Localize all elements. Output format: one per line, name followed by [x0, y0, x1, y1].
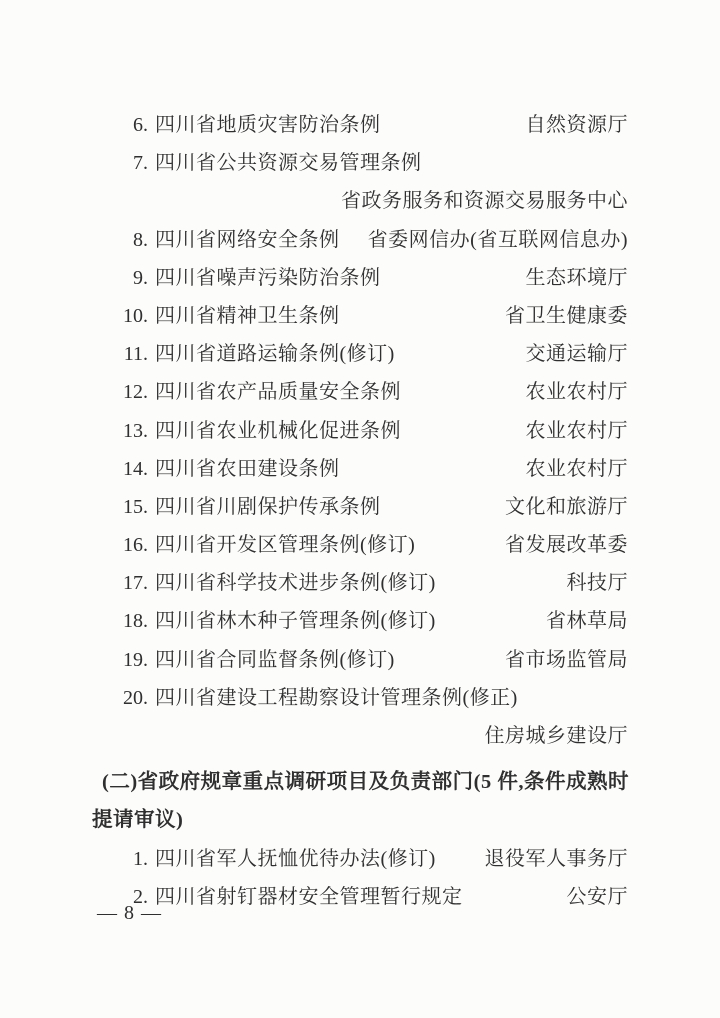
list-item — [92, 144, 628, 182]
list-item — [92, 840, 628, 878]
item-lead — [92, 840, 436, 878]
item-lead — [92, 679, 518, 717]
page-content — [92, 106, 628, 916]
item-title: 四川省军人抚恤优待办法(修订) — [155, 847, 436, 870]
list-item — [92, 221, 628, 259]
item-title: 四川省合同监督条例(修订) — [155, 648, 395, 671]
item-title: 四川省科学技术进步条例(修订) — [155, 572, 436, 595]
list-item-continuation — [92, 717, 628, 755]
item-number: 9. — [133, 266, 148, 289]
item-number: 18. — [123, 610, 148, 633]
list-item — [92, 335, 628, 373]
item-department: 农业农村厅 — [525, 419, 628, 442]
list-item — [92, 412, 628, 450]
item-number: 7. — [133, 152, 148, 175]
item-department: 公安厅 — [566, 885, 628, 908]
item-lead — [92, 450, 340, 488]
item-number: 14. — [123, 457, 148, 480]
item-number: 1. — [133, 847, 148, 870]
item-number: 20. — [123, 686, 148, 709]
item-lead — [92, 641, 395, 679]
list-item — [92, 641, 628, 679]
item-lead — [92, 106, 381, 144]
item-title: 四川省公共资源交易管理条例 — [155, 152, 422, 175]
legislation-list — [92, 106, 628, 755]
item-title: 四川省农产品质量安全条例 — [155, 381, 401, 404]
item-number: 13. — [123, 419, 148, 442]
list-item — [92, 679, 628, 717]
section-heading-line1: (二)省政府规章重点调研项目及负责部门(5 件,条件成熟时 — [102, 771, 629, 794]
item-lead — [92, 144, 422, 182]
item-department: 省林草局 — [546, 610, 628, 633]
item-department: 交通运输厅 — [525, 343, 628, 366]
list-item — [92, 878, 628, 916]
item-title: 四川省地质灾害防治条例 — [155, 114, 381, 136]
item-lead — [92, 602, 436, 640]
item-lead — [92, 221, 340, 259]
item-lead — [92, 412, 401, 450]
list-item-continuation — [92, 182, 628, 220]
item-department: 省发展改革委 — [505, 534, 628, 557]
item-department: 省政务服务和资源交易服务中心 — [341, 190, 628, 213]
item-department: 退役军人事务厅 — [484, 847, 628, 870]
item-department: 农业农村厅 — [525, 381, 628, 404]
item-title: 四川省道路运输条例(修订) — [155, 343, 395, 366]
list-item — [92, 450, 628, 488]
item-lead — [92, 297, 340, 335]
list-item — [92, 106, 628, 144]
list-item — [92, 602, 628, 640]
item-lead — [92, 564, 436, 602]
item-title: 四川省网络安全条例 — [155, 228, 340, 251]
item-number: 11. — [123, 343, 148, 366]
item-department: 住房城乡建设厅 — [484, 725, 628, 747]
research-project-list — [92, 840, 628, 916]
list-item — [92, 297, 628, 335]
list-item — [92, 373, 628, 411]
item-lead — [92, 526, 415, 564]
item-title: 四川省射钉器材安全管理暂行规定 — [155, 885, 463, 908]
page-number: — 8 — — [97, 902, 162, 924]
list-item — [92, 526, 628, 564]
item-title: 四川省农业机械化促进条例 — [155, 419, 401, 442]
item-lead — [92, 259, 381, 297]
item-department: 农业农村厅 — [525, 457, 628, 480]
item-department: 省卫生健康委 — [505, 304, 628, 327]
item-number: 19. — [123, 648, 148, 671]
item-title: 四川省噪声污染防治条例 — [155, 266, 381, 289]
item-number: 12. — [123, 381, 148, 404]
item-title: 四川省开发区管理条例(修订) — [155, 534, 416, 557]
item-title: 四川省精神卫生条例 — [155, 304, 340, 327]
item-title: 四川省川剧保护传承条例 — [155, 495, 381, 518]
item-number: 10. — [123, 304, 148, 327]
item-department: 省市场监管局 — [505, 648, 628, 671]
item-lead — [92, 488, 381, 526]
item-number: 6. — [133, 114, 148, 136]
item-department: 自然资源厅 — [525, 114, 628, 136]
item-number: 15. — [123, 495, 148, 518]
item-title: 四川省建设工程勘察设计管理条例(修正) — [155, 686, 518, 709]
item-number: 17. — [123, 572, 148, 595]
item-number: 16. — [123, 534, 148, 557]
list-item — [92, 259, 628, 297]
item-title: 四川省林木种子管理条例(修订) — [155, 610, 436, 633]
item-number: 8. — [133, 228, 148, 251]
section-heading-line2: 提请审议) — [92, 809, 184, 832]
list-item — [92, 488, 628, 526]
item-lead — [92, 335, 395, 373]
list-item — [92, 564, 628, 602]
item-department: 科技厅 — [566, 572, 628, 595]
item-department: 省委网信办(省互联网信息办) — [367, 228, 628, 251]
item-department: 文化和旅游厅 — [505, 495, 628, 518]
item-lead — [92, 373, 401, 411]
item-title: 四川省农田建设条例 — [155, 457, 340, 480]
item-number: 2. — [133, 885, 148, 908]
item-department: 生态环境厅 — [525, 266, 628, 289]
